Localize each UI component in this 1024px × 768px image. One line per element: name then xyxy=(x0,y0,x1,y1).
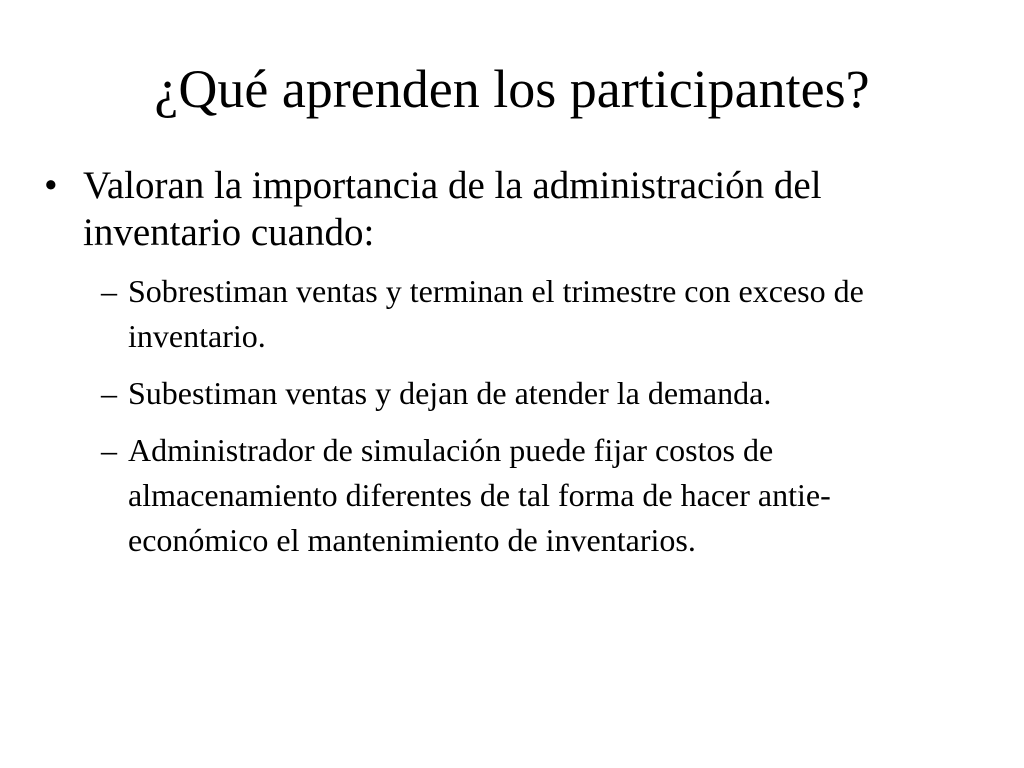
sub-bullet-list xyxy=(101,269,941,563)
main-bullet xyxy=(44,162,984,256)
dash-marker-icon: – xyxy=(101,375,117,411)
slide-title: ¿Qué aprenden los participantes? xyxy=(154,59,870,119)
sub-bullet-item xyxy=(101,428,941,563)
main-bullet-text: Valoran la importancia de la administración del inventario cuando: xyxy=(83,164,822,254)
sub-bullet-item xyxy=(101,269,941,359)
sub-bullet-item xyxy=(101,371,941,416)
bullet-dot-icon: • xyxy=(44,164,58,207)
slide-content xyxy=(44,162,984,575)
dash-marker-icon: – xyxy=(101,432,117,468)
sub-bullet-text: Sobrestiman ventas y terminan el trimestre con exceso de inventario. xyxy=(128,273,864,354)
sub-bullet-text: Administrador de simulación puede fijar costos de almacenamiento diferentes de tal forma de hacer antie-económico el mantenimiento de inventarios. xyxy=(128,432,831,558)
dash-marker-icon: – xyxy=(101,273,117,309)
sub-bullet-text: Subestiman ventas y dejan de atender la demanda. xyxy=(128,375,772,411)
